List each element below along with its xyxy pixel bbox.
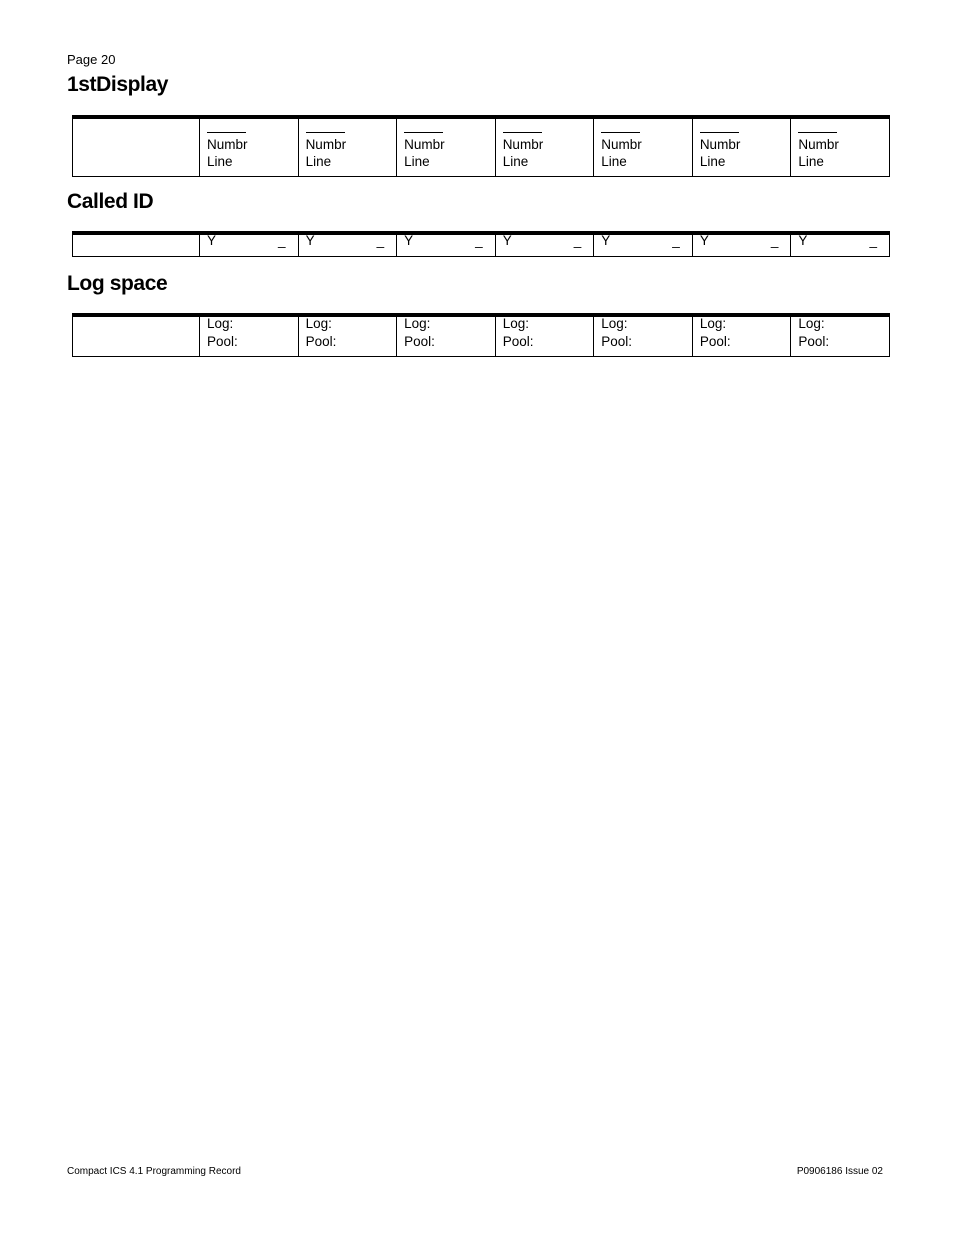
first-display-cell[interactable]: [200, 117, 299, 177]
table-row: [73, 315, 890, 357]
cell-text: Line: [798, 154, 824, 169]
log-field-label: Log:: [601, 316, 628, 331]
first-display-table: [72, 115, 890, 177]
yes-option[interactable]: Y: [601, 233, 611, 248]
yes-option[interactable]: Y: [207, 233, 217, 248]
first-display-cell[interactable]: [298, 117, 397, 177]
log-field-label: Log:: [305, 316, 332, 331]
cell-text: Numbr: [207, 137, 248, 152]
log-space-cell[interactable]: [791, 315, 890, 357]
pool-field-label: Pool:: [798, 334, 830, 349]
pool-field-label: Pool:: [305, 334, 337, 349]
yes-option[interactable]: Y: [404, 233, 414, 248]
first-display-cell[interactable]: [397, 117, 496, 177]
row-label-cell: [73, 233, 200, 257]
log-space-table: [72, 313, 890, 357]
first-display-cell[interactable]: [692, 117, 791, 177]
no-option-blank[interactable]: _: [573, 233, 582, 248]
cell-text: Line: [404, 154, 430, 169]
called-id-cell[interactable]: [791, 233, 890, 257]
yes-option[interactable]: Y: [305, 233, 315, 248]
pool-field-label: Pool:: [404, 334, 435, 349]
log-field-label: Log:: [502, 316, 529, 331]
cell-text: Numbr: [699, 137, 741, 152]
table-row: [73, 233, 890, 257]
called-id-table: [72, 231, 890, 257]
section-title-called-id: Called ID: [67, 190, 154, 213]
log-space-cell[interactable]: [397, 315, 496, 357]
log-space-cell[interactable]: [298, 315, 397, 357]
yes-option[interactable]: Y: [699, 233, 709, 248]
entry-blank-line: [601, 132, 640, 133]
first-display-cell[interactable]: [594, 117, 693, 177]
no-option-blank[interactable]: _: [278, 233, 286, 248]
log-field-label: Log:: [207, 316, 234, 331]
entry-blank-line: [700, 132, 739, 133]
cell-text: Numbr: [305, 137, 347, 152]
page-number: Page 20: [67, 52, 116, 67]
no-option-blank[interactable]: _: [672, 233, 680, 248]
cell-text: Line: [305, 154, 332, 169]
table-row: [73, 117, 890, 177]
pool-field-label: Pool:: [502, 334, 534, 349]
first-display-cell[interactable]: [495, 117, 594, 177]
pool-field-label: Pool:: [601, 334, 633, 349]
cell-text: Numbr: [502, 137, 544, 152]
footer-document-title: Compact ICS 4.1 Programming Record: [67, 1166, 241, 1177]
called-id-cell[interactable]: [200, 233, 299, 257]
log-space-cell[interactable]: [200, 315, 299, 357]
pool-field-label: Pool:: [207, 334, 238, 349]
log-space-cell[interactable]: [495, 315, 594, 357]
called-id-cell[interactable]: [692, 233, 791, 257]
called-id-cell[interactable]: [298, 233, 397, 257]
pool-field-label: Pool:: [699, 334, 731, 349]
no-option-blank[interactable]: _: [376, 233, 385, 248]
log-field-label: Log:: [404, 316, 431, 331]
yes-option[interactable]: Y: [502, 233, 512, 248]
yes-option[interactable]: Y: [798, 233, 808, 248]
no-option-blank[interactable]: _: [869, 233, 877, 248]
entry-blank-line: [798, 132, 837, 133]
log-field-label: Log:: [798, 316, 825, 331]
entry-blank-line: [306, 132, 345, 133]
called-id-cell[interactable]: [397, 233, 496, 257]
cell-text: Line: [601, 154, 627, 169]
row-label-cell: [73, 315, 200, 357]
section-title-1st-display: 1stDisplay: [67, 73, 169, 96]
called-id-cell[interactable]: [495, 233, 594, 257]
cell-text: Line: [502, 154, 529, 169]
row-label-cell: [73, 117, 200, 177]
cell-text: Numbr: [798, 137, 839, 152]
first-display-cell[interactable]: [791, 117, 890, 177]
entry-blank-line: [503, 132, 542, 133]
cell-text: Numbr: [601, 137, 642, 152]
log-space-cell[interactable]: [594, 315, 693, 357]
log-field-label: Log:: [699, 316, 727, 331]
called-id-cell[interactable]: [594, 233, 693, 257]
entry-blank-line: [207, 132, 246, 133]
no-option-blank[interactable]: _: [475, 233, 483, 248]
cell-text: Numbr: [404, 137, 445, 152]
no-option-blank[interactable]: _: [770, 233, 779, 248]
cell-text: Line: [699, 154, 726, 169]
cell-text: Line: [207, 154, 233, 169]
section-title-log-space: Log space: [67, 272, 168, 295]
footer-document-number: P0906186 Issue 02: [796, 1166, 883, 1177]
entry-blank-line: [404, 132, 443, 133]
log-space-cell[interactable]: [692, 315, 791, 357]
